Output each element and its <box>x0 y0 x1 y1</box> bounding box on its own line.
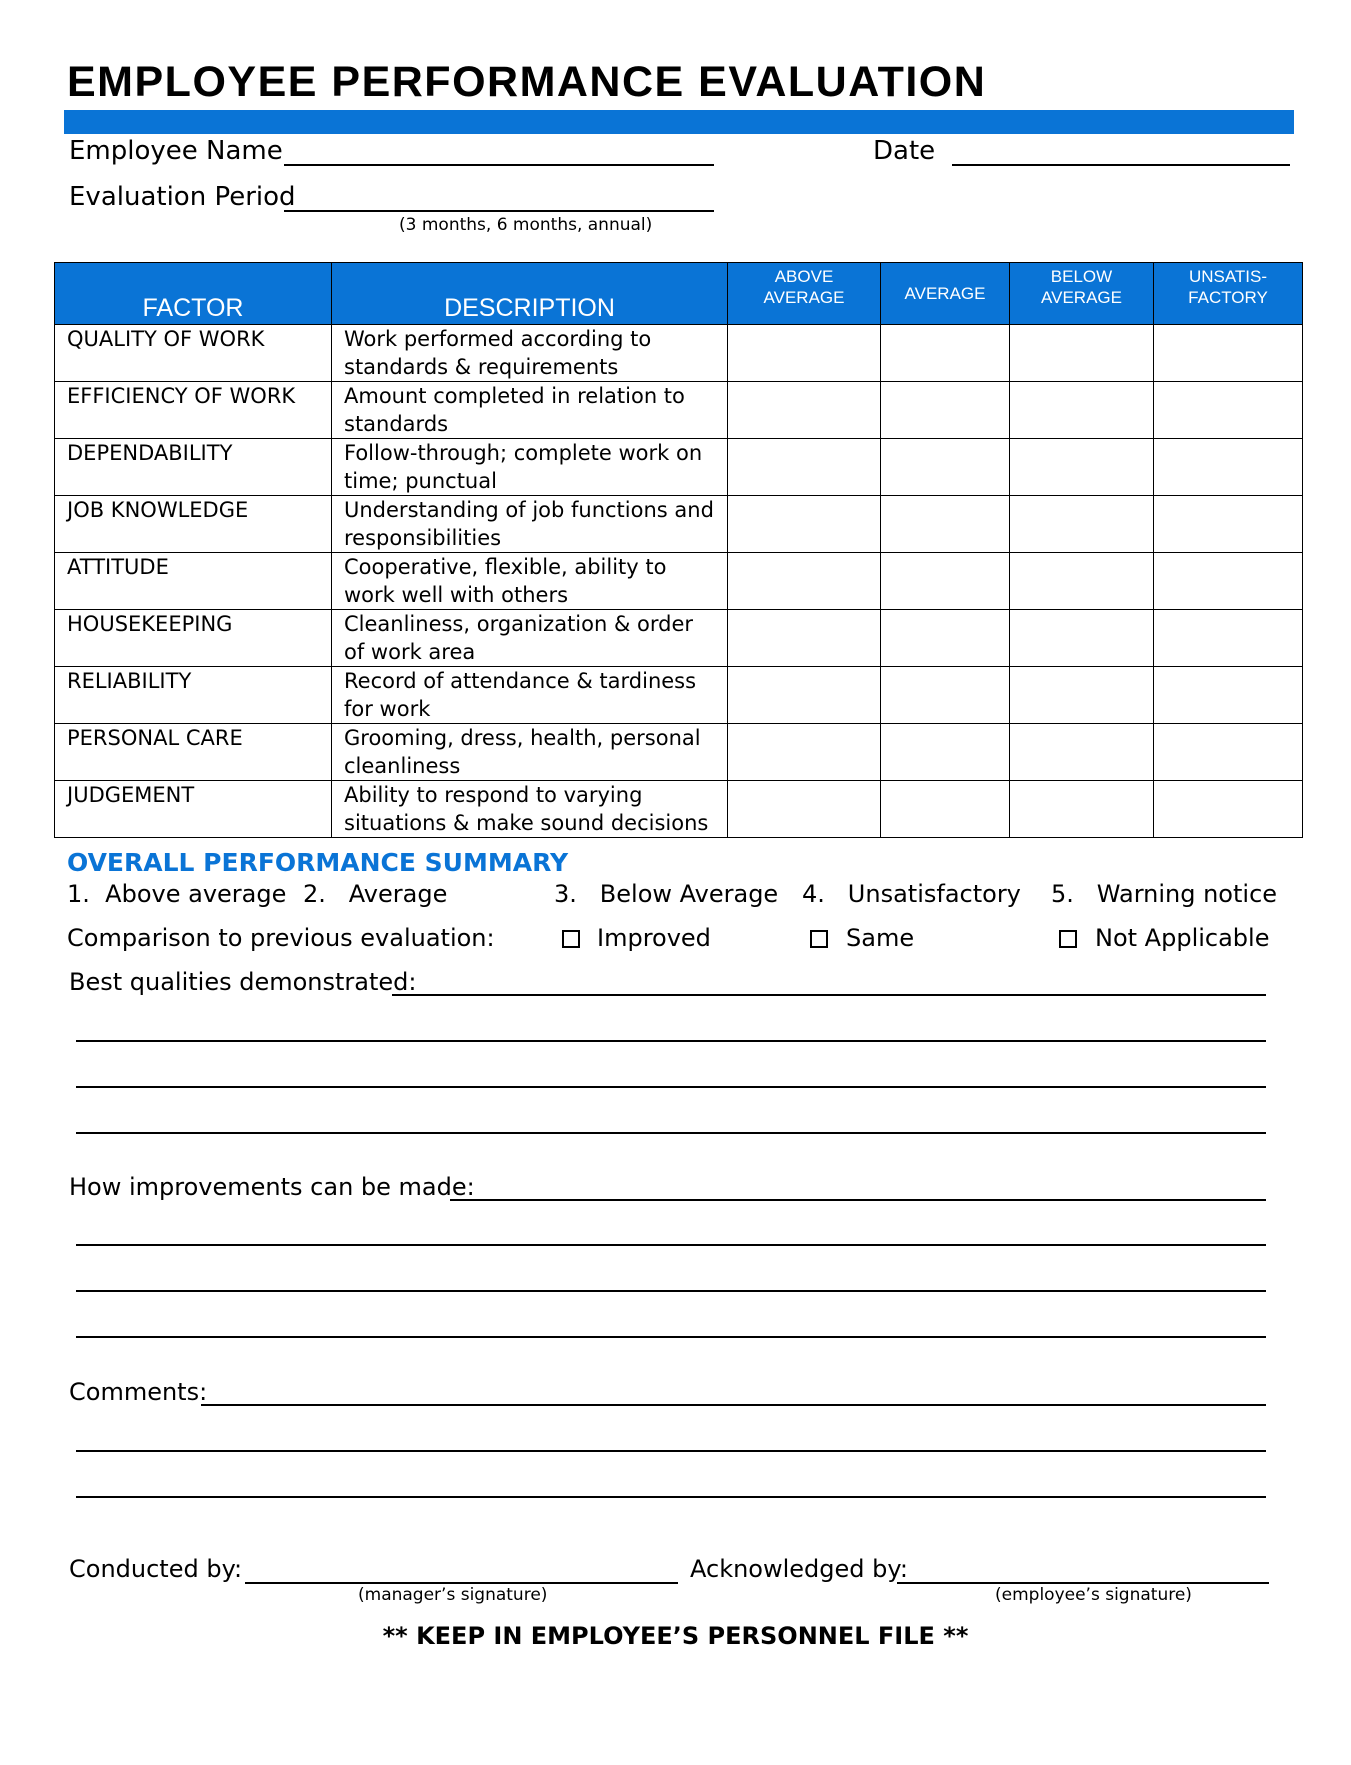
same-checkbox[interactable] <box>810 930 828 948</box>
employee-signature-field[interactable] <box>897 1582 1269 1584</box>
evaluation-table <box>54 262 1303 838</box>
rating-option-2: 2. Average <box>303 880 448 908</box>
rating-cell-below-average[interactable] <box>1010 496 1154 553</box>
rating-option-4: 4. Unsatisfactory <box>802 880 1021 908</box>
rating-cell-unsatisfactory[interactable] <box>1154 439 1303 496</box>
factor-cell: ATTITUDE <box>55 553 332 610</box>
description-cell: Cleanliness, organization & order of work area <box>332 610 728 667</box>
employee-name-field[interactable] <box>284 164 714 166</box>
employee-signature-hint: (employee’s signature) <box>995 1585 1192 1605</box>
best-qualities-label: Best qualities demonstrated: <box>69 968 417 996</box>
best-qualities-line[interactable] <box>76 1086 1266 1088</box>
table-row <box>55 667 1303 724</box>
rating-cell-average[interactable] <box>881 724 1010 781</box>
footer-note: ** KEEP IN EMPLOYEE’S PERSONNEL FILE ** <box>382 1622 969 1650</box>
rating-option-3: 3. Below Average <box>554 880 779 908</box>
not-applicable-checkbox[interactable] <box>1059 930 1077 948</box>
factor-cell: PERSONAL CARE <box>55 724 332 781</box>
rating-cell-unsatisfactory[interactable] <box>1154 553 1303 610</box>
table-row <box>55 781 1303 838</box>
rating-cell-unsatisfactory[interactable] <box>1154 496 1303 553</box>
conducted-by-label: Conducted by: <box>69 1555 243 1583</box>
description-cell: Grooming, dress, health, personal cleanliness <box>332 724 728 781</box>
rating-cell-unsatisfactory[interactable] <box>1154 610 1303 667</box>
best-qualities-line[interactable] <box>76 1132 1266 1134</box>
comments-line[interactable] <box>76 1496 1266 1498</box>
rating-cell-average[interactable] <box>881 325 1010 382</box>
description-cell: Understanding of job functions and responsibilities <box>332 496 728 553</box>
average-header: AVERAGE <box>881 263 1010 325</box>
comments-line[interactable] <box>76 1450 1266 1452</box>
acknowledged-by-label: Acknowledged by: <box>690 1555 908 1583</box>
description-header: DESCRIPTION <box>332 263 728 325</box>
best-qualities-field[interactable] <box>392 994 1266 996</box>
rating-cell-unsatisfactory[interactable] <box>1154 325 1303 382</box>
rating-cell-average[interactable] <box>881 610 1010 667</box>
rating-cell-above-average[interactable] <box>728 439 881 496</box>
rating-cell-average[interactable] <box>881 781 1010 838</box>
evaluation-period-field[interactable] <box>284 210 714 212</box>
same-label: Same <box>846 924 915 952</box>
factor-cell: JOB KNOWLEDGE <box>55 496 332 553</box>
description-cell: Work performed according to standards & requirements <box>332 325 728 382</box>
not-applicable-label: Not Applicable <box>1095 924 1270 952</box>
comparison-label: Comparison to previous evaluation: <box>67 924 495 952</box>
rating-cell-above-average[interactable] <box>728 610 881 667</box>
rating-cell-above-average[interactable] <box>728 325 881 382</box>
rating-cell-above-average[interactable] <box>728 496 881 553</box>
factor-cell: RELIABILITY <box>55 667 332 724</box>
factor-header: FACTOR <box>55 263 332 325</box>
summary-heading: OVERALL PERFORMANCE SUMMARY <box>67 848 569 877</box>
comments-label: Comments: <box>69 1378 208 1406</box>
improvements-line[interactable] <box>76 1336 1266 1338</box>
description-cell: Amount completed in relation to standards <box>332 382 728 439</box>
rating-cell-below-average[interactable] <box>1010 781 1154 838</box>
table-row <box>55 325 1303 382</box>
table-row <box>55 553 1303 610</box>
description-cell: Follow-through; complete work on time; punctual <box>332 439 728 496</box>
title-bar <box>64 110 1294 134</box>
rating-cell-above-average[interactable] <box>728 553 881 610</box>
rating-cell-unsatisfactory[interactable] <box>1154 382 1303 439</box>
description-cell: Ability to respond to varying situations & make sound decisions <box>332 781 728 838</box>
employee-name-label: Employee Name <box>69 136 283 166</box>
date-label: Date <box>873 136 936 166</box>
rating-cell-below-average[interactable] <box>1010 610 1154 667</box>
period-hint: (3 months, 6 months, annual) <box>399 215 653 235</box>
comments-field[interactable] <box>201 1404 1266 1406</box>
rating-cell-average[interactable] <box>881 496 1010 553</box>
rating-cell-below-average[interactable] <box>1010 724 1154 781</box>
table-row <box>55 610 1303 667</box>
unsatisfactory-header: UNSATIS- FACTORY <box>1154 263 1303 325</box>
manager-signature-field[interactable] <box>245 1582 678 1584</box>
page-title: EMPLOYEE PERFORMANCE EVALUATION <box>67 58 987 106</box>
rating-option-1: 1. Above average <box>67 880 287 908</box>
factor-cell: JUDGEMENT <box>55 781 332 838</box>
improvements-field[interactable] <box>450 1199 1266 1201</box>
rating-cell-below-average[interactable] <box>1010 325 1154 382</box>
table-row <box>55 439 1303 496</box>
improved-label: Improved <box>597 924 711 952</box>
best-qualities-line[interactable] <box>76 1040 1266 1042</box>
rating-cell-below-average[interactable] <box>1010 667 1154 724</box>
rating-cell-above-average[interactable] <box>728 382 881 439</box>
table-row <box>55 496 1303 553</box>
rating-option-5: 5. Warning notice <box>1051 880 1278 908</box>
rating-cell-above-average[interactable] <box>728 781 881 838</box>
below-average-header: BELOW AVERAGE <box>1010 263 1154 325</box>
rating-cell-average[interactable] <box>881 553 1010 610</box>
manager-signature-hint: (manager’s signature) <box>358 1585 548 1605</box>
table-row <box>55 382 1303 439</box>
description-cell: Record of attendance & tardiness for work <box>332 667 728 724</box>
description-cell: Cooperative, flexible, ability to work well with others <box>332 553 728 610</box>
rating-cell-above-average[interactable] <box>728 724 881 781</box>
table-row <box>55 724 1303 781</box>
rating-cell-below-average[interactable] <box>1010 439 1154 496</box>
rating-cell-average[interactable] <box>881 439 1010 496</box>
improvements-label: How improvements can be made: <box>69 1173 475 1201</box>
date-field[interactable] <box>952 164 1290 166</box>
factor-cell: HOUSEKEEPING <box>55 610 332 667</box>
rating-cell-unsatisfactory[interactable] <box>1154 781 1303 838</box>
rating-cell-average[interactable] <box>881 382 1010 439</box>
rating-cell-unsatisfactory[interactable] <box>1154 724 1303 781</box>
factor-cell: QUALITY OF WORK <box>55 325 332 382</box>
rating-cell-above-average[interactable] <box>728 667 881 724</box>
improvements-line[interactable] <box>76 1244 1266 1246</box>
rating-cell-unsatisfactory[interactable] <box>1154 667 1303 724</box>
improvements-line[interactable] <box>76 1290 1266 1292</box>
rating-cell-below-average[interactable] <box>1010 382 1154 439</box>
evaluation-period-label: Evaluation Period <box>69 182 296 212</box>
improved-checkbox[interactable] <box>562 930 580 948</box>
factor-cell: DEPENDABILITY <box>55 439 332 496</box>
rating-cell-average[interactable] <box>881 667 1010 724</box>
factor-cell: EFFICIENCY OF WORK <box>55 382 332 439</box>
above-average-header: ABOVE AVERAGE <box>728 263 881 325</box>
rating-cell-below-average[interactable] <box>1010 553 1154 610</box>
